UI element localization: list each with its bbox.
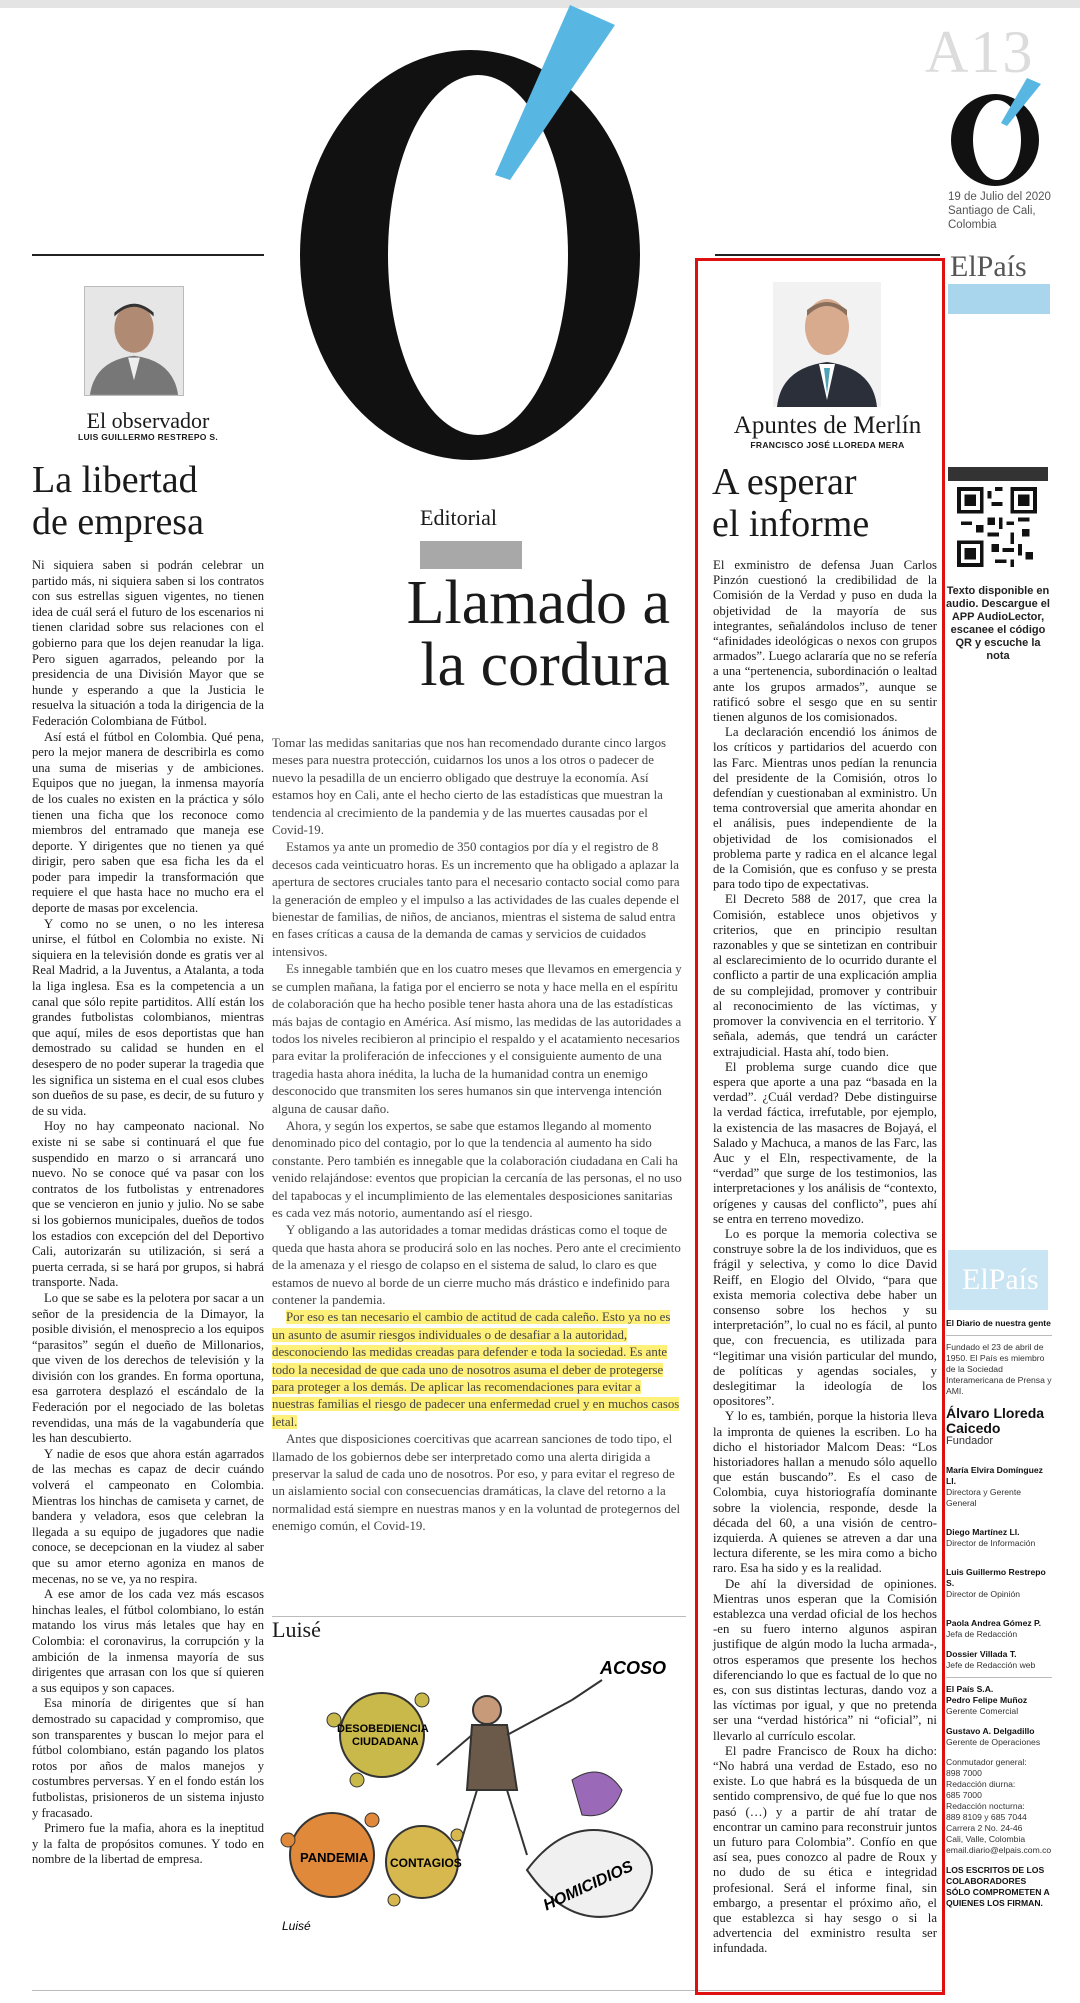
contact-line: Redacción diurna: — [946, 1779, 1016, 1789]
author-name-left: LUIS GUILLERMO RESTREPO S. — [77, 432, 219, 442]
dateline: 19 de Julio del 2020 Santiago de Cali, Colombia — [948, 191, 1051, 231]
headline-left: La libertad de empresa — [32, 459, 204, 543]
virus-homicidios — [527, 1772, 652, 1917]
contact-line: Conmutador general: — [946, 1757, 1027, 1767]
staff-role: Directora y Gerente General — [946, 1487, 1021, 1508]
cartoon-figure — [437, 1680, 602, 1855]
article-body-left — [32, 558, 264, 1868]
staff-name: Paola Andrea Gómez P. — [946, 1618, 1042, 1628]
virus-pandemia — [281, 1813, 379, 1897]
brand-color-bar — [948, 284, 1050, 314]
contact-line: Carrera 2 No. 24-46 — [946, 1823, 1023, 1833]
cartoon-word-acoso: ACOSO — [600, 1658, 667, 1678]
el-pais-logo: ElPaís — [950, 250, 1027, 283]
paragraph: Es innegable también que en los cuatro meses que llevamos en emergencia y se cumplen mañana, la fatiga por el encierro se nota y hace mella en el espíritu de colaboración que ha hecho posible tener hasta ahora una de las estadísticas más bajas de contagio en América. Así mismo, las medidas de las autoridades a todos los niveles recibieron al principio el respaldo y el acatamiento necesarios para evitar la proliferación de infecciones y el consiguiente aumento de una tragedia hasta ahora inédita, la lucha de la humanidad contra un enemigo desconocido que transmiten los seres humanos sin que intervenga intención alguna de causar daño. — [272, 962, 682, 1116]
paragraph: Hoy no hay campeonato nacional. No existe ni se sabe si continuará el que fue suspendido en marzo o si arrancará uno nuevo. No se conoce qué va pasar con los contratos de los futbolistas y entrenadores que se vencieron en junio y julio. No se sabe si los gobiernos municipales, dueños de todos los estadios con excepción del del Deportivo Cali, autorizarán su utilización, si será a puerta cerrada, si se hará por grupos, si habrá transporte. Nada. — [32, 1119, 264, 1290]
column-name-right: Apuntes de Merlín — [733, 412, 922, 439]
author-photo-left — [84, 286, 184, 396]
paragraph: De ahí la diversidad de opiniones. Mientras unos esperan que la Comisión establezca una verdad oficial de los hechos -en su fuero interno algunos aspiran justifique de algún modo la lucha armada-, otros esperamos que presente los hechos diferenciando lo que es factual de lo que no es, con sus distintas lecturas, dando voz a las víctimas por igual, y que no pretenda ser una “verdad histórica” ni “oficial”, ni llevarlo al currículo escolar. — [713, 1576, 937, 1743]
column-name-left: El observador — [86, 408, 210, 433]
staff-name: María Elvira Domínguez Ll. — [946, 1465, 1043, 1486]
editorial-gray-box — [420, 541, 522, 569]
paragraph: Primero fue la mafia, ahora es la ineptitud y la falta de propósitos comunes. Y todo en nombre de la libertad de empresa. — [32, 1821, 264, 1867]
staff-role: Gerente Comercial — [946, 1706, 1019, 1716]
page-number: A13 — [925, 19, 1035, 85]
paragraph: Tomar las medidas sanitarias que nos han recomendado durante cinco largos meses para nuestra protección, cuidarnos los unos a los otros o padecer de nuevo la pesadilla de un encierro obligado que destruye la economía. Así estamos hoy en Cali, ante el hecho cierto de las estadísticas que muestran la tendencia al crecimiento de la pandemia y de las muertes causadas por el Covid-19. — [272, 736, 667, 838]
opinion-logo-large — [270, 5, 710, 465]
company-name: El País S.A. — [946, 1684, 994, 1694]
contact-line: Cali, Valle, Colombia — [946, 1834, 1026, 1844]
paragraph: Lo que se sabe es la pelotera por sacar a un señor de la presidencia de la Dimayor, la posible división, el menosprecio a los equipos “parasitos” según el dueño de Millonarios, que viven de los derechos de televisión y la división con los grandes. En forma oportuna, esa garrotera desplazó el escándalo de la Federación por el negociado de las boletas revendidas, una más de la vagabundería que les han descubierto. — [32, 1290, 264, 1446]
staff-name: Diego Martínez Ll. — [946, 1527, 1020, 1537]
article-body-right — [713, 558, 937, 1957]
cartoon-word-homicidios: HOMICIDIOS — [540, 1858, 636, 1915]
cartoon-artist: Luisé — [272, 1617, 321, 1642]
staff-box — [946, 1318, 1052, 1909]
editorial-cartoon — [272, 1640, 686, 1940]
staff-name: Luis Guillermo Restrepo S. — [946, 1567, 1046, 1588]
contact-line: 685 7000 — [946, 1790, 982, 1800]
contact-line: 898 7000 — [946, 1768, 982, 1778]
paragraph: A ese amor de los cada vez más escasos hinchas leales, el fútbol colombiano, lo están matando los virus más letales que hay en Colombia: el coronavirus, la corrupción y la ambición de la inmensa mayoría de sus dirigentes que arrasan con los que sí quieren a sus equipos y son capaces. — [32, 1587, 264, 1695]
staff-role: Jefa de Redacción — [946, 1629, 1018, 1639]
founder-name: Álvaro Lloreda Caicedo — [946, 1405, 1045, 1436]
cartoon-word-contagios: CONTAGIOS — [390, 1856, 462, 1870]
cartoon-word-desobediencia: DESOBEDIENCIA — [337, 1723, 429, 1735]
opinion-logo-small — [945, 78, 1055, 188]
audio-instructions: Texto disponible en audio. Descargue el APP AudioLector, escanee el código QR y escuche la nota — [946, 585, 1050, 662]
staff-name: Pedro Felipe Muñoz — [946, 1695, 1028, 1705]
sidebar-dark-bar — [948, 467, 1048, 481]
virus-contagios — [386, 1826, 463, 1906]
tagline: El Diario de nuestra gente — [946, 1318, 1051, 1328]
staff-name: Gustavo A. Delgadillo — [946, 1726, 1035, 1736]
paragraph: Y obligando a las autoridades a tomar medidas drásticas como el toque de queda que hasta ahora se producirá solo en las noches. Pero ante el crecimiento de la amenaza y el riesgo de colapso en el sistema de salud, lo claro es que estamos de nuevo al borde de un cierre mucho más drástico e indefinido para contener la pandemia. — [272, 1223, 681, 1307]
column-rule-right — [715, 254, 940, 256]
paragraph: El exministro de defensa Juan Carlos Pinzón cuestionó la credibilidad de la Comisión de la Verdad y puso en duda la objetividad de la mayoría de sus integrantes, señalándolos incluso de tener “afinidades ideológicas o nexos con grupos armados”. Luego aclararía que no se refería a una “pertenencia, subordinación o lealtad ante los grupos armados”, aunque se ratificó sobre el sesgo que en su sentir tienen algunos de los comisionados. — [713, 558, 937, 725]
el-pais-logo-sidebar: ElPaís — [962, 1263, 1039, 1296]
editorial-label: Editorial — [420, 505, 497, 530]
staff-name: Dossier Villada T. — [946, 1649, 1017, 1659]
paragraph: Lo es porque la memoria colectiva se construye sobre la de los individuos, que es frágil y selectiva, y como lo dice David Reiff, en Elogio del Olvido, “para que exista memoria colectiva debe haber un consenso sobre los hechos y su interpretación”, lo cual no es fácil, al punto que, con frecuencia, es utilizada para “legitimar una visión particular del mundo, de políticas y agendas sociales, y deslegitimar la ideología de los opositores”. — [713, 1226, 937, 1409]
highlighted-paragraph: Por eso es tan necesario el cambio de actitud de cada caleño. Esto ya no es un asunto de asumir riesgos individuales o de desafiar a la autoridad, desconociendo las medidas creadas para defender e toda la sociedad. Es ante todo la necesidad de que cada uno de nosotros asuma el deber de protegerse para proteger a los demás. De aplicar las recomendaciones para evitar a nuestras familias el riesgo de padecer una enfermedad cruel y en muchos casos letal. — [272, 1310, 680, 1429]
author-name-right: FRANCISCO JOSÉ LLOREDA MERA — [750, 440, 905, 450]
cartoon-word-pandemia: PANDEMIA — [300, 1850, 369, 1865]
qr-code-icon[interactable] — [957, 487, 1037, 567]
cartoon-word-ciudadana: CIUDADANA — [352, 1736, 419, 1748]
paragraph: Esa minoría de dirigentes que sí han demostrado su capacidad y compromiso, que son transparentes y buscan lo mejor para el fútbol colombiano, están pagando los platos rotos por años de malos manejos y costumbres perversas. Y en el fondo están los futbolistas, prisioneros de un sistema injusto y fracasado. — [32, 1696, 264, 1820]
author-photo-right — [773, 282, 881, 407]
staff-role: Director de Información — [946, 1538, 1036, 1548]
contact-email[interactable]: email.diario@elpais.com.co — [946, 1845, 1052, 1855]
paragraph: El Decreto 588 de 2017, que crea la Comisión, establece unos objetivos y criterios, que en principio resultan razonables y que se sintetizan en contribuir al esclarecimiento de lo ocurrido durante el conflicto a partir de una explicación amplia de su complejidad, promover y contribuir al reconocimiento de las víctimas, y promover la convivencia en el territorio. Y señala, además, que tendrá un carácter extrajudicial. Hasta ahí, todo bien. — [713, 892, 937, 1059]
cartoon-signature: Luisé — [282, 1919, 311, 1933]
founder-role: Fundador — [946, 1435, 994, 1447]
editorial-body — [272, 735, 686, 1536]
paragraph: Y nadie de esos que ahora están agarrados de las mechas es capaz de decir cuándo volverá el campeonato en Colombia. Mientras los hinchas de camiseta y carnet, de bandera y veladora, esos que celebran la llegada a su equipo de jugadores que nadie conoce, se decepcionan en la viudez al saber que su amor eterno agoniza en manos de mecenas, no se ve, ya no respira. — [32, 1446, 264, 1586]
virus-desobediencia — [327, 1693, 429, 1787]
paragraph: Antes que disposiciones coercitivas que acarrean sanciones de todo tipo, el llamado de los gobiernos debe ser interpretado como una alerta dirigida a preservar la salud de cada uno de nosotros. Por eso, y para evitar el regreso de un aislamiento social con consecuencias dramáticas, la clave del retorno a la normalidad está siempre en nuestras manos y en la voluntad de protegernos del enemigo común, el Covid-19. — [272, 1432, 681, 1534]
paragraph: Así está el fútbol en Colombia. Qué pena, pero la mejor manera de describirla es como una suma de miserias y de ambiciones. Equipos que no juegan, la inmensa mayoría de los cuales no existen en la práctica y sólo tienen una ficha que los reconoce como miembros del entramado que maneja ese deporte. Y dirigentes que no tienen ya qué dirigir, pero saben que esa ficha les da el poder para impedir la transformación que requiere el que hasta hace no mucho era el deporte de masas por excelencia. — [32, 729, 264, 916]
cartoon-rule — [272, 1616, 686, 1617]
headline-right: A esperar el informe — [712, 461, 870, 545]
paragraph: Y lo es, también, porque la historia lleva la impronta de quienes la escriben. Lo ha dicho el historiador Malcom Deas: “Los historiadores hallan a menudo sólo aquello que están buscando”. Es el caso de Colombia, cuya historiografía dominante sobre la violencia, responde, desde la década del 60, a una visión de centro-izquierda. A quienes se atreven a dar una lectura diferente, se les mira como a bicho raro. Esa ha sido y es la realidad. — [713, 1409, 937, 1576]
paragraph: El padre Francisco de Roux ha dicho: “No habrá una verdad de Estado, eso no existe. Lo que habrá es la búsqueda de un sentido comprensivo, de qué fue lo que nos pasó (…) y a partir de ahí tratar de encontrar un camino para reconstruir juntos un futuro para Colombia”. Confío en que así sea, pues conozco al padre de Roux y no dudo de su ética e integridad profesional. Será el informe final, sin embargo, a presentar el próximo año, el que establezca si hay sesgo o si la advertencia del exministro resulta ser infundada. — [713, 1743, 937, 1956]
paragraph: Y como no se unen, o no les interesa unirse, el fútbol en Colombia no existe. Ni siquiera en la televisión donde es gratis ver al Real Madrid, a la Juventus, a Atalanta, a toda la liga inglesa. Esa es la competencia a un canal que sólo repite partiditos. Allí están los grandes futbolistas colombianos, mientras que aquí, miles de esos deportistas que han demostrado su calidad se hunden en el desespero de no poder superar la tragedia que les significa un sistema en el cual esos clubes son dueños de su pase, es decir, de su futuro y de su vida. — [32, 916, 264, 1118]
staff-role: Director de Opinión — [946, 1589, 1021, 1599]
paragraph: Ni siquiera saben si podrán celebrar un partido más, ni siquiera saben si los contratos con sus estrellas siguen vigentes, no tienen idea de cuál será el futuro de los escenarios ni tienen claridad sobre sus relaciones con el gobierno para que los dejen reanudar la liga. Pero siguen agarrados, peleando por la presidencia de una División Mayor que se hunde y esperando a que la Justicia le resuelva la situación a toda la dirigencia de la Federación Colombiana de Fútbol. — [32, 558, 264, 728]
staff-role: Gerente de Operaciones — [946, 1737, 1041, 1747]
paragraph: La declaración encendió los ánimos de los críticos y partidarios del acuerdo con las Farc. Mientras unos pedían la renuncia del presidente de la Comisión, otros lo defendían y cuestionaban al exministro. Un tema controversial que amerita ahondar en el análisis, pues independiente de la objetividad de los comisionados el problema parte y radica en el alcance legal de la Comisión, que es confuso y se presta para todo tipo de expectativas. — [713, 725, 937, 892]
column-rule-left — [32, 254, 264, 256]
staff-role: Jefe de Redacción web — [946, 1660, 1036, 1670]
paragraph: Estamos ya ante un promedio de 350 contagios por día y el registro de 8 decesos cada veinticuatro horas. Es un incremento que ha obligado a aplazar la apertura de sectores cruciales tanto para el necesario contacto social como para la generación de empleo y el impulso a las actividades de las cuales depende el bienestar de familias, de niños, de ancianos, mientras el sistema de salud entra en fases críticas a causa de la demanda de camas y servicios de cuidados intensivos. — [272, 840, 680, 959]
disclaimer: LOS ESCRITOS DE LOS COLABORADORES SÓLO COMPROMETEN A QUIENES LOS FIRMAN. — [946, 1865, 1050, 1908]
founded-note: Fundado el 23 de abril de 1950. El País es miembro de la Sociedad Interamericana de Prensa y AMI. — [946, 1342, 1052, 1396]
paragraph: El problema surge cuando dice que espera que aporte a una paz “basada en la verdad”. ¿Cuál verdad? Debe distinguirse la verdad fáctica, irrefutable, por ejemplo, la existencia de las masacres de Bojayá, el Salado y Machuca, a manos de las Farc, las Auc y el Eln, respectivamente, de la “verdad” que surge de los testimonios, las interpretaciones y los análisis de “contexto, orígenes y causas del conflicto”, pues ahí se entra en terreno movedizo. — [713, 1059, 937, 1226]
paragraph: Ahora, y según los expertos, se sabe que estamos llegando al momento denominado pico del contagio, por lo que la tendencia al aumento ha sido constante. Pero también es innegable que la colaboración ciudadana en Cali ha venido relajándose: eventos que propician la cercanía de las personas, el no uso del tapabocas y el incumplimiento de las elementales desposiciones sanitarias es cada vez más notorio, aumentando así el riesgo. — [272, 1118, 682, 1220]
editorial-title: Llamado a la cordura — [406, 569, 670, 699]
contact-line: 889 8109 y 685 7044 — [946, 1812, 1027, 1822]
contact-line: Redacción nocturna: — [946, 1801, 1025, 1811]
